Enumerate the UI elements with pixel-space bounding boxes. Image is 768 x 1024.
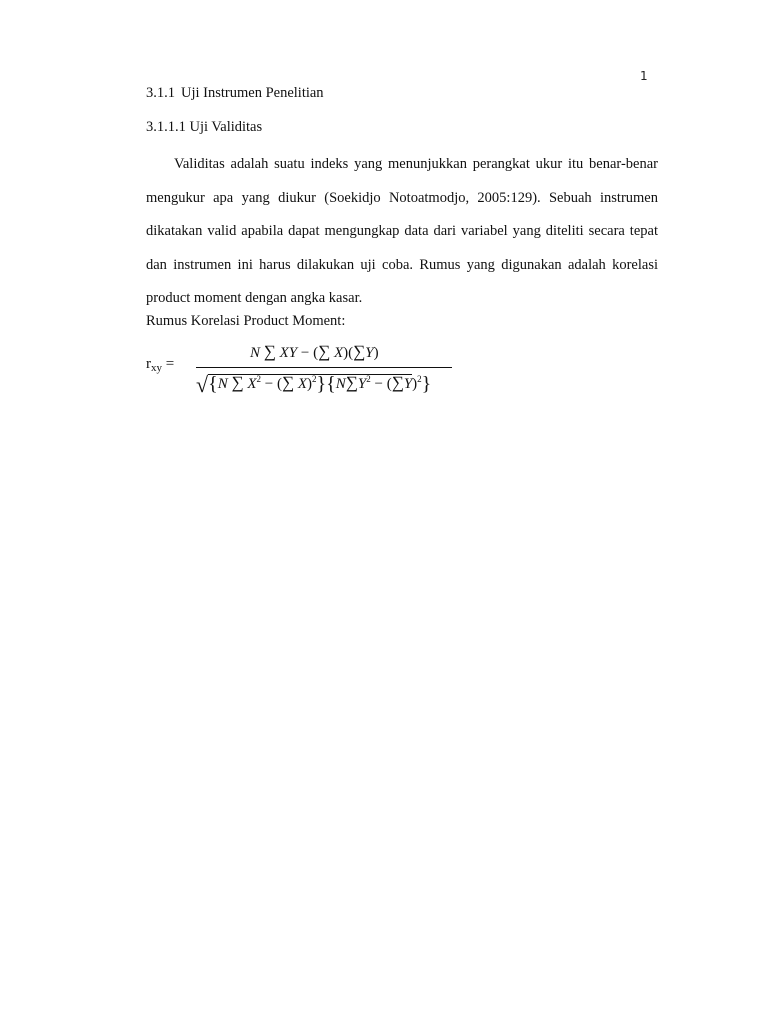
symbol-x: X [334, 345, 344, 361]
body-paragraph: Validitas adalah suatu indeks yang menunjukkan perangkat ukur itu benar-benar mengukur apa yang diukur (Soekidjo Notoatmodjo, 2005:129). Sebuah instrumen dikatakan valid apabila dapat mengungkap data dari variabel yang diteliti secara tepat dan instrumen ini harus dilakukan uji coba. Rumus yang digunakan adalah korelasi product moment dengan angka kasar. [146, 156, 658, 306]
formula-lhs [146, 356, 174, 374]
minus-sign: − [261, 376, 277, 392]
section-title: Uji Instrumen Penelitian [181, 85, 324, 101]
open-brace: { [326, 373, 336, 395]
exponent-2: 2 [417, 374, 422, 384]
sigma-symbol: ∑ [281, 373, 295, 392]
section-heading [146, 85, 324, 102]
open-paren: ( [276, 376, 282, 392]
section-number: 3.1.1 [146, 85, 175, 101]
symbol-n: N [217, 376, 228, 392]
sqrt-symbol: √ [196, 372, 209, 397]
formula-denominator [196, 372, 431, 398]
sigma-symbol: ∑ [231, 373, 244, 392]
symbol-y: Y [403, 376, 413, 392]
open-brace: { [208, 373, 218, 395]
sigma-symbol: ∑ [391, 373, 404, 392]
symbol-y: Y [357, 376, 367, 392]
exponent-2: 2 [366, 374, 371, 384]
symbol-x: X [247, 376, 257, 392]
formula-subscript: xy [151, 362, 162, 374]
exponent-2: 2 [256, 374, 261, 384]
exponent-2: 2 [312, 374, 317, 384]
formula-numerator [250, 342, 379, 362]
minus-sign: − [297, 345, 314, 361]
subsection-heading: 3.1.1.1 Uji Validitas [146, 119, 263, 135]
minus-sign: − [374, 376, 387, 392]
sigma-symbol: ∑ [263, 342, 276, 361]
close-brace: } [316, 373, 327, 395]
close-paren: ) [373, 345, 379, 361]
close-paren: ) [412, 376, 418, 392]
fraction-bar [196, 367, 452, 368]
open-paren: ( [313, 345, 319, 361]
close-paren: ) [343, 345, 349, 361]
sigma-symbol: ∑ [318, 342, 331, 361]
close-brace: } [421, 373, 432, 395]
symbol-n: N [250, 345, 261, 361]
formula-equals: = [162, 356, 175, 372]
symbol-xy: XY [279, 345, 298, 361]
page-number: 1 [640, 69, 648, 83]
open-paren: ( [386, 376, 392, 392]
formula-r: r [146, 356, 151, 372]
symbol-x: X [297, 376, 308, 392]
formula-label: Rumus Korelasi Product Moment: [146, 313, 346, 329]
open-paren: ( [348, 345, 354, 361]
close-paren: ) [307, 376, 313, 392]
radicand [208, 373, 413, 395]
symbol-n: N [335, 376, 346, 392]
symbol-y: Y [365, 345, 374, 361]
sigma-symbol: ∑ [345, 373, 358, 392]
sigma-symbol: ∑ [353, 342, 366, 361]
